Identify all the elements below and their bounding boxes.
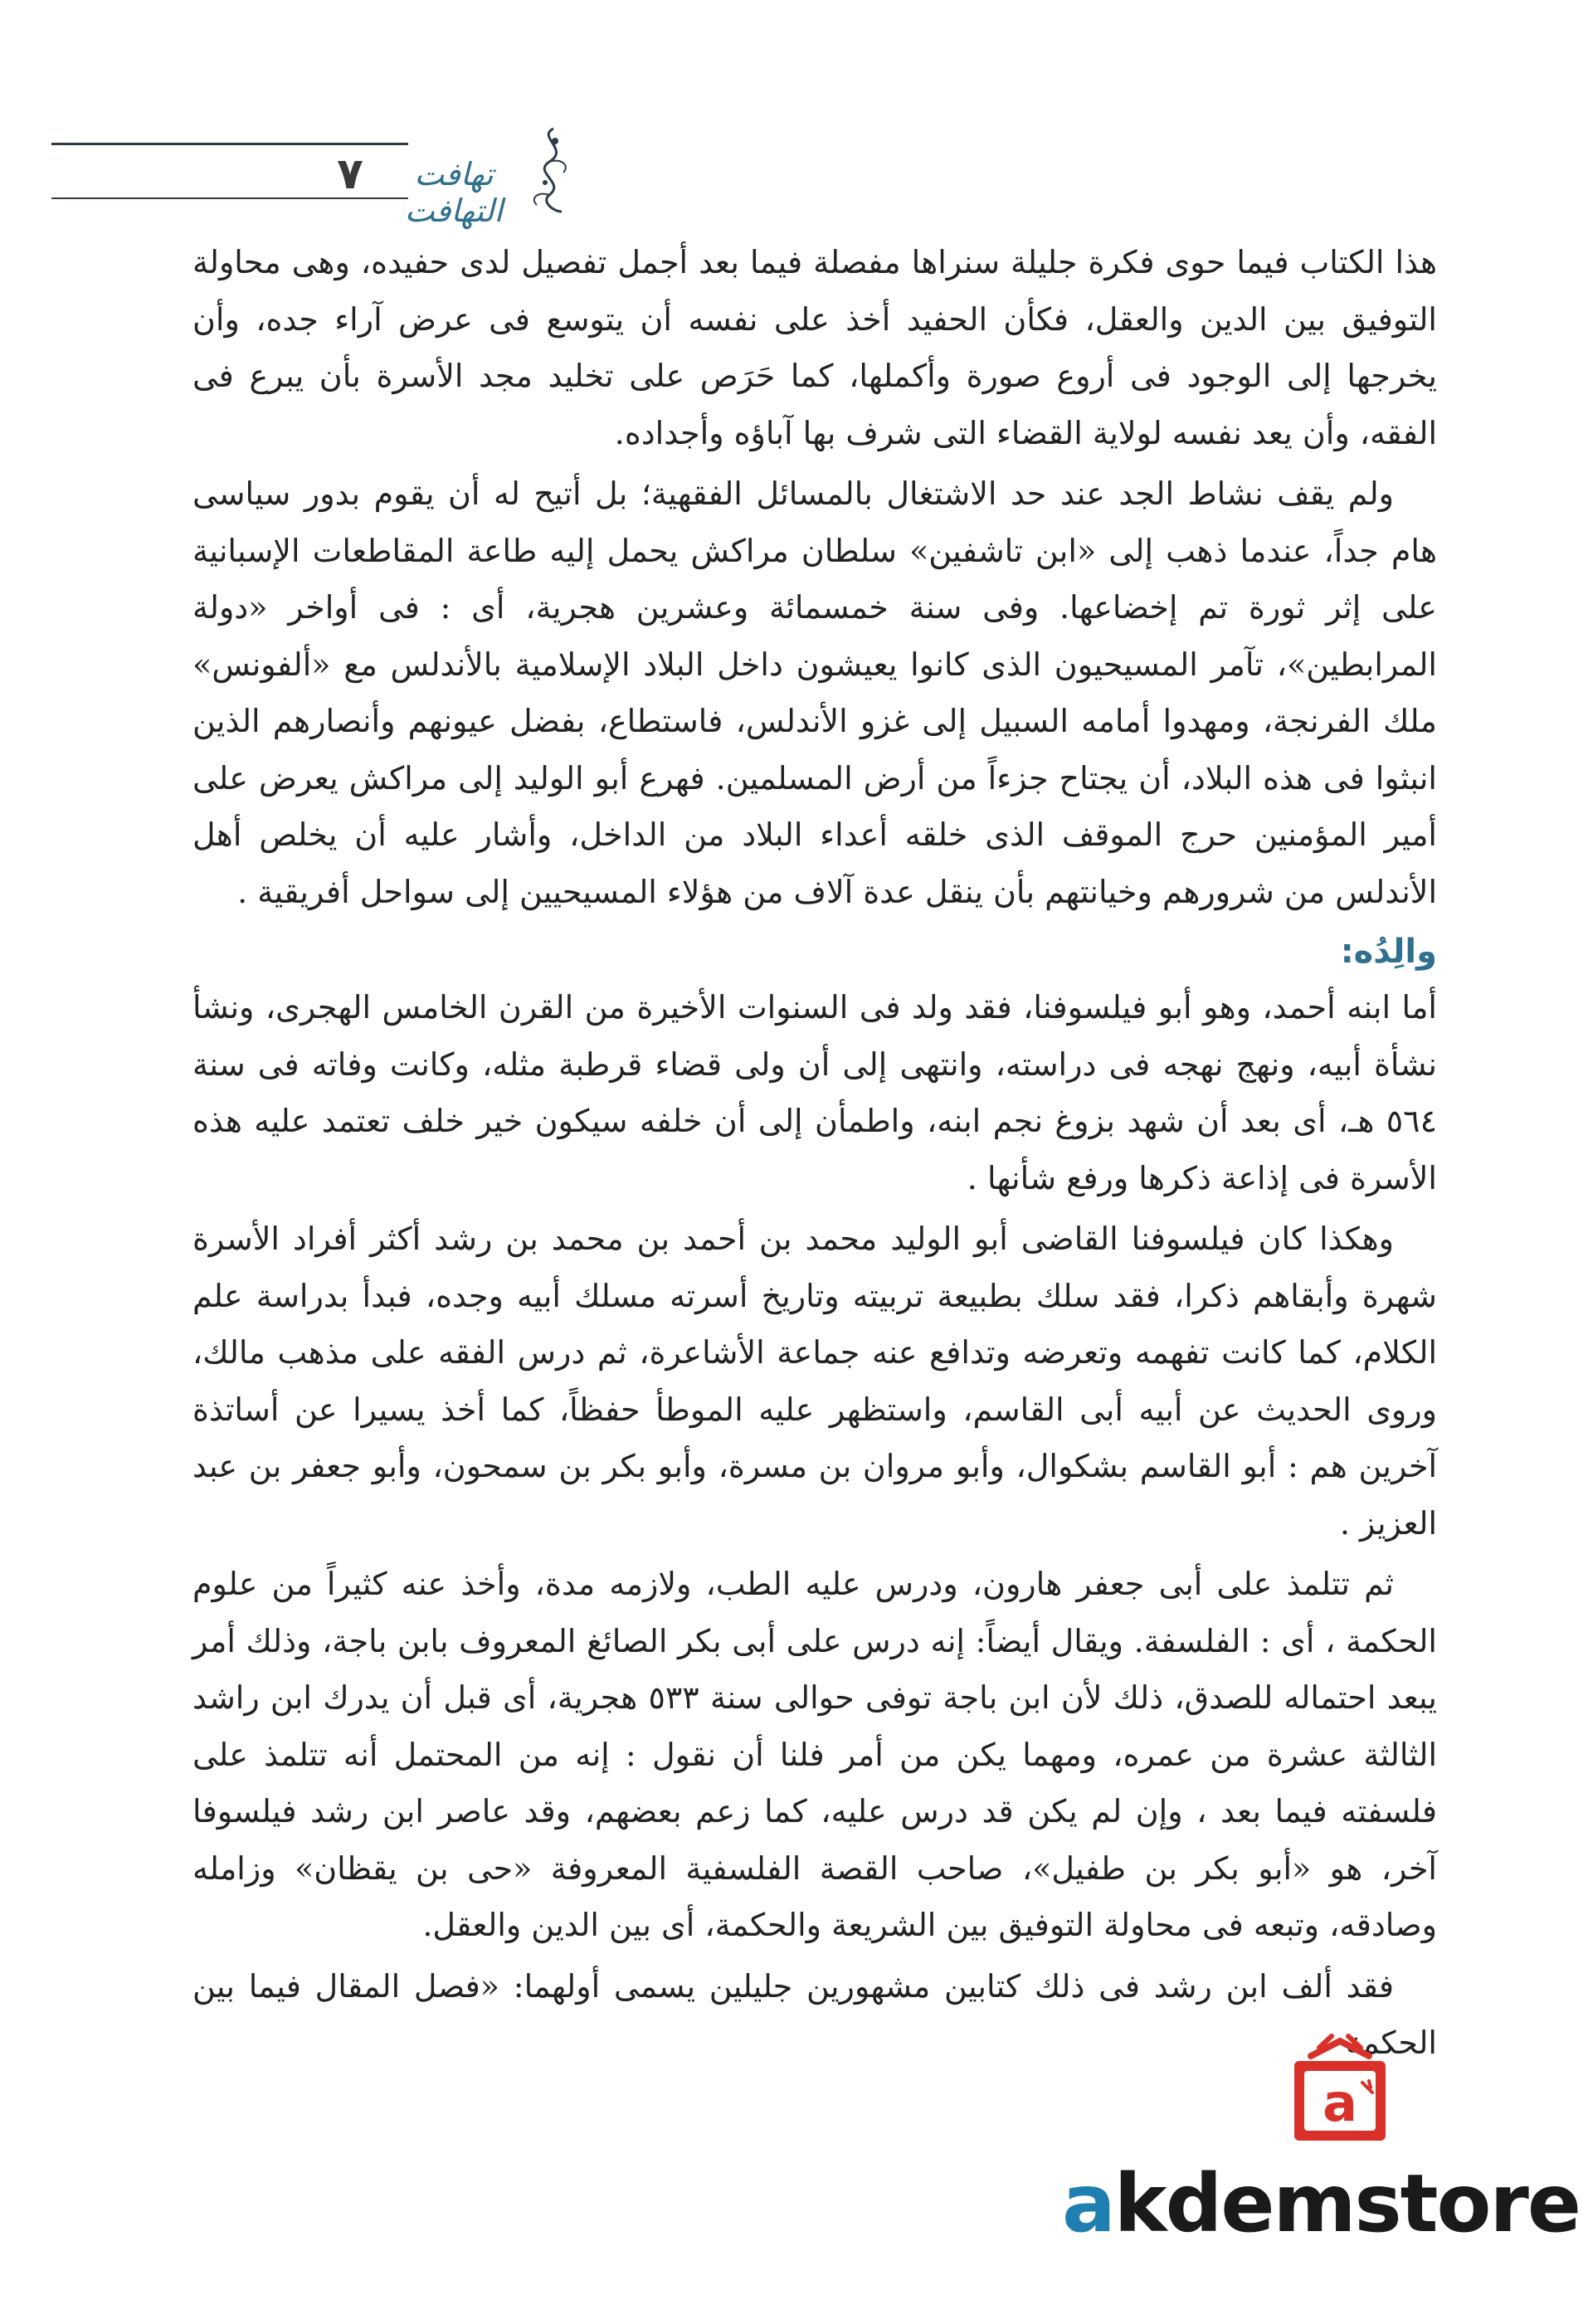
floral-ornament-icon [512,124,587,216]
body-text [192,234,1437,2076]
paragraph: هذا الكتاب فيما حوى فكرة جليلة سنراها مفصلة فيما بعد أجمل تفصيل لدى حفيده، وهى محاولة التوفيق بين الدين والعقل، فكأن الحفيد أخذ على نفسه أن يتوسع فى عرض آراء جده، وأن يخرجها إلى الوجود فى أروع صورة وأكملها، كما حَرَص على تخليد مجد الأسرة بأن يبرع فى الفقه، وأن يعد نفسه لولاية القضاء التى شرف بها آباؤه وأجداده. [192,244,1437,451]
akdemstore-logo [1062,2033,1580,2282]
logo-wordmark-accent: a [1062,2157,1114,2250]
svg-text:a: a [1323,2073,1357,2133]
header-rule [51,143,408,145]
book-title: تهافت التهافت [404,156,504,229]
paragraph: ثم تتلمذ على أبى جعفر هارون، ودرس عليه الطب، ولازمه مدة، وأخذ عنه كثيراً من علوم الحكمة ، أى : الفلسفة. ويقال أيضاً: إنه درس على أبى بكر الصائغ المعروف بابن باجة، وذلك أمر يبعد احتماله للصدق، ذلك لأن ابن باجة توفى حوالى سنة ٥٣٣ هجرية، أى قبل أن يدرك ابن راشد الثالثة عشرة من عمره، ومهما يكن من أمر فلنا أن نقول : إنه من المحتمل أنه تتلمذ على فلسفته فيما بعد ، وإن لم يكن قد درس عليه، كما زعم بعضهم، وقد عاصر ابن رشد فيلسوفا آخر، هو «أبو بكر بن طفيل»، صاحب القصة الفلسفية المعروفة «حى بن يقظان» وزامله وصادقه، وتبعه فى محاولة التوفيق بين الشريعة والحكمة، أى بين الدين والعقل. [192,1566,1437,1943]
paragraph: فقد ألف ابن رشد فى ذلك كتابين مشهورين جليلين يسمى أولهما: «فصل المقال فيما بين الحكمة [192,1967,1437,2061]
paragraph: ولم يقف نشاط الجد عند حد الاشتغال بالمسائل الفقهية؛ بل أتيح له أن يقوم بدور سياسى هام جداً، عندما ذهب إلى «ابن تاشفين» سلطان مراكش يحمل إليه طاعة المقاطعات الإسبانية على إثر ثورة تم إخضاعها. وفى سنة خمسمائة وعشرين هجرية، أى : فى أواخر «دولة المرابطين»، تآمر المسيحيون الذى كانوا يعيشون داخل البلاد الإسلامية بالأندلس مع «ألفونس» ملك الفرنجة، ومهدوا أمامه السبيل إلى غزو الأندلس، فاستطاع، بفضل عيونهم وأنصارهم الذين انبثوا فى هذه البلاد، أن يجتاح جزءاً من أرض المسلمين. فهرع أبو الوليد إلى مراكش يعرض على أمير المؤمنين حرج الموقف الذى خلقه أعداء البلاد من الداخل، وأشار عليه أن يخلص أهل الأندلس من شرورهم وخيانتهم بأن ينقل عدة آلاف من هؤلاء المسيحيين إلى سواحل أفريقية . [192,475,1437,910]
paragraph: وهكذا كان فيلسوفنا القاضى أبو الوليد محمد بن أحمد بن محمد بن رشد أكثر أفراد الأسرة شهرة وأبقاهم ذكرا، فقد سلك بطبيعة تربيته وتاريخ أسرته مسلك أبيه وجده، فبدأ بدراسة علم الكلام، كما كانت تفهمه وتعرضه وتدافع عنه جماعة الأشاعرة، ثم درس الفقه على مذهب مالك، وروى الحديث عن أبيه أبى القاسم، واستظهر عليه الموطأ حفظاً، كما أخذ يسيرا عن أساتذة آخرين هم : أبو القاسم بشكوال، وأبو مروان بن مسرة، وأبو بكر بن سمحون، وأبو جعفر بن عبد العزيز . [192,1220,1438,1542]
page-number: ٧ [337,149,363,199]
logo-wordmark: akdemstore [1062,2157,1580,2250]
paragraph: أما ابنه أحمد، وهو أبو فيلسوفنا، فقد ولد فى السنوات الأخيرة من القرن الخامس الهجرى، ونشأ نشأة أبيه، ونهج نهجه فى دراسته، وانتهى إلى أن ولى قضاء قرطبة مثله، وكانت وفاته فى سنة ٥٦٤ هـ، أى بعد أن شهد بزوغ نجم ابنه، واطمأن إلى أن خلفه سيكون خير خلف تعتمد عليه هذه الأسرة فى إذاعة ذكرها ورفع شأنها . [192,989,1437,1196]
running-header [51,124,533,229]
book-a-logo-icon [1286,2033,1394,2149]
section-heading: والِدُه: [1340,933,1437,971]
